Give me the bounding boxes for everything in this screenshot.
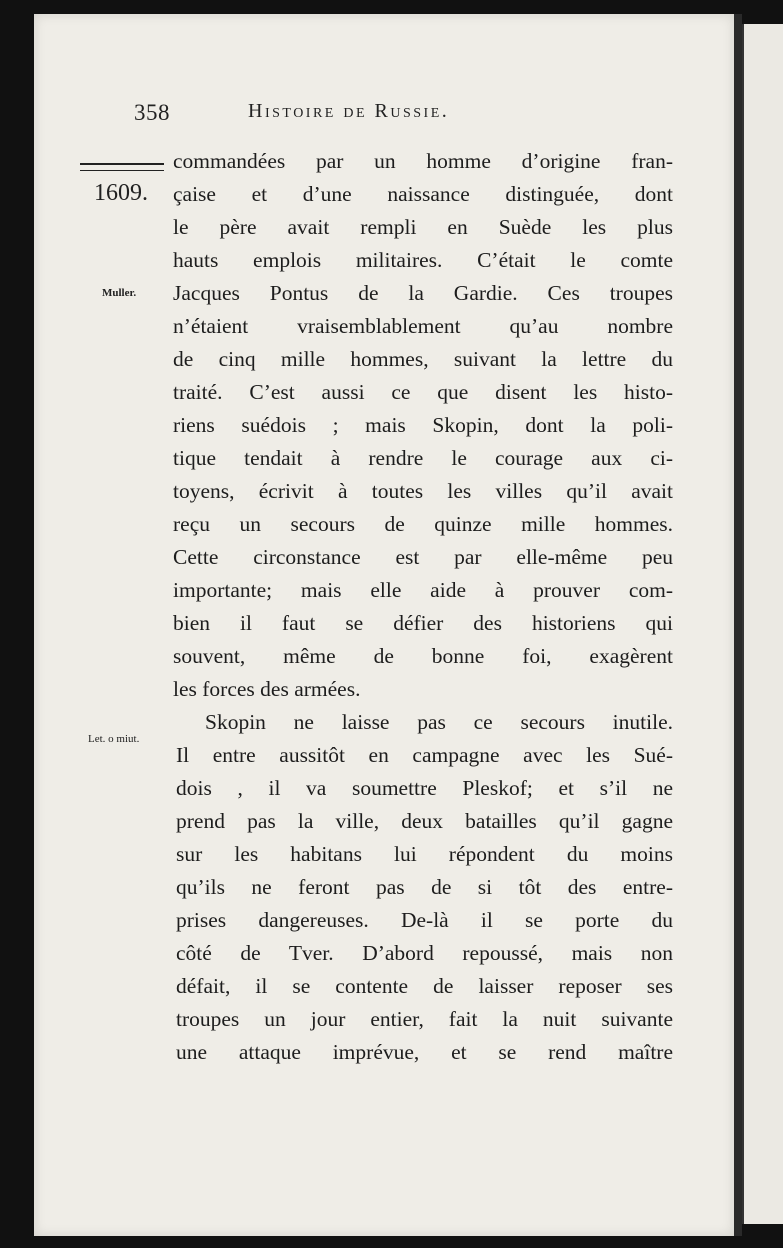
text-line: riens suédois ; mais Skopin, dont la poli- bbox=[173, 413, 673, 437]
text-line: Cette circonstance est par elle-même peu bbox=[173, 545, 673, 569]
text-line: toyens, écrivit à toutes les villes qu’il avait bbox=[173, 479, 673, 503]
text-line: traité. C’est aussi ce que disent les histo- bbox=[173, 380, 673, 404]
text-line: n’étaient vraisemblablement qu’au nombre bbox=[173, 314, 673, 338]
text-line: prises dangereuses. De-là il se porte du bbox=[176, 908, 673, 932]
margin-year: 1609. bbox=[94, 180, 148, 206]
text-line: le père avait rempli en Suède les plus bbox=[173, 215, 673, 239]
text-line: hauts emplois militaires. C’était le comte bbox=[173, 248, 673, 272]
page-number: 358 bbox=[134, 100, 170, 125]
text-line: tique tendait à rendre le courage aux ci- bbox=[173, 446, 673, 470]
running-title: Histoire de Russie. bbox=[248, 100, 450, 122]
text-line: Jacques Pontus de la Gardie. Ces troupes bbox=[173, 281, 673, 305]
text-line: de cinq mille hommes, suivant la lettre du bbox=[173, 347, 673, 371]
text-line: commandées par un homme d’origine fran- bbox=[173, 149, 673, 173]
text-line: reçu un secours de quinze mille hommes. bbox=[173, 512, 673, 536]
text-line: dois , il va soumettre Pleskof; et s’il ne bbox=[176, 776, 673, 800]
text-line: défait, il se contente de laisser reposer ses bbox=[176, 974, 673, 998]
text-line: importante; mais elle aide à prouver com- bbox=[173, 578, 673, 602]
text-line: troupes un jour entier, fait la nuit suivante bbox=[176, 1007, 673, 1031]
text-line: sur les habitans lui répondent du moins bbox=[176, 842, 673, 866]
text-line: une attaque imprévue, et se rend maître bbox=[176, 1040, 673, 1064]
text-line: souvent, même de bonne foi, exagèrent bbox=[173, 644, 673, 668]
facing-page-edge bbox=[742, 24, 783, 1224]
text-line: Il entre aussitôt en campagne avec les Sué- bbox=[176, 743, 673, 767]
text-line: çaise et d’une naissance distinguée, dont bbox=[173, 182, 673, 206]
text-line: côté de Tver. D’abord repoussé, mais non bbox=[176, 941, 673, 965]
continuation-rule bbox=[80, 163, 164, 171]
text-line: prend pas la ville, deux batailles qu’il gagne bbox=[176, 809, 673, 833]
text-line: qu’ils ne feront pas de si tôt des entre- bbox=[176, 875, 673, 899]
margin-source-note: Let. o miut. bbox=[88, 733, 140, 745]
body-text bbox=[173, 145, 673, 1069]
text-line: bien il faut se défier des historiens qui bbox=[173, 611, 673, 635]
page-header bbox=[134, 96, 554, 136]
margin-source-note: Muller. bbox=[102, 287, 137, 299]
page-gutter bbox=[734, 14, 742, 1236]
text-line: les forces des armées. bbox=[173, 677, 361, 701]
text-line: Skopin ne laisse pas ce secours inutile. bbox=[205, 710, 673, 734]
